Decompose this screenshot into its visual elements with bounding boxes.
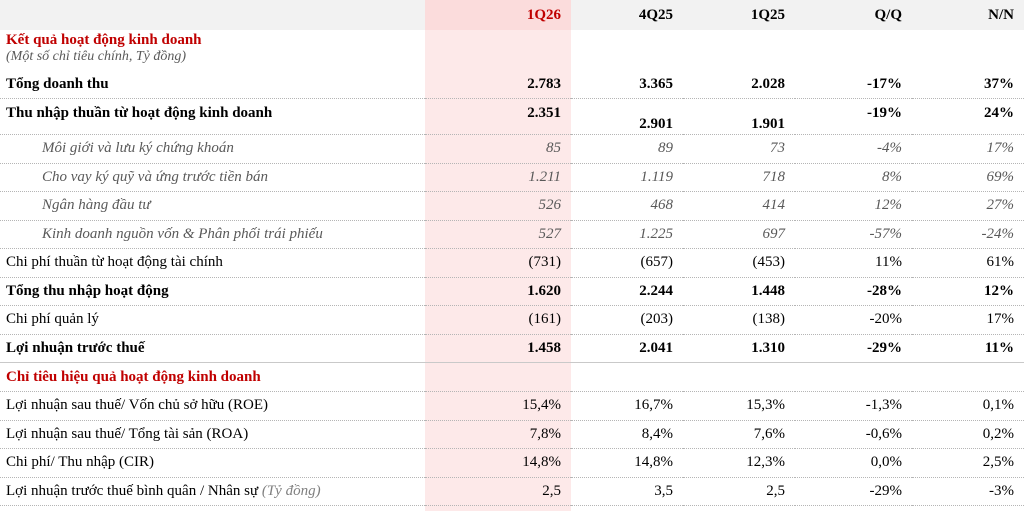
table-row: [0, 420, 1024, 449]
row-label: Tổng thu nhập hoạt động: [0, 277, 425, 306]
row-label: Chi phí quản lý: [0, 306, 425, 335]
header-row: [0, 0, 1024, 30]
cell-1q26: 1.620: [425, 277, 571, 306]
cell-1q25: (453): [683, 249, 795, 278]
table-row: [0, 135, 1024, 164]
cell-nn: 11%: [912, 334, 1024, 363]
cell-qq: -29%: [795, 334, 912, 363]
cell-nn: 0,1%: [912, 392, 1024, 421]
table-row: [0, 477, 1024, 506]
cell-nn: 37%: [912, 70, 1024, 99]
col-header-qq: Q/Q: [874, 6, 902, 23]
cell-1q26: 1.458: [425, 334, 571, 363]
cell-4q25: 3.365: [571, 70, 683, 99]
table-row: [0, 192, 1024, 221]
table-row: [0, 249, 1024, 278]
cell-qq: -20%: [795, 306, 912, 335]
header-blank: [0, 0, 425, 30]
row-label: Lợi nhuận trước thuế: [0, 334, 425, 363]
cell-qq: 11%: [795, 249, 912, 278]
cell-qq: -17%: [795, 70, 912, 99]
cell-nn: 0,2%: [912, 420, 1024, 449]
cell-1q25: 697: [683, 220, 795, 249]
row-label: Lợi nhuận sau thuế/ Vốn chủ sở hữu (ROE): [0, 392, 425, 421]
col-header-1q26: 1Q26: [526, 6, 561, 23]
cell-1q26: 527: [425, 220, 571, 249]
cell-4q25: 89: [571, 135, 683, 164]
row-label: Kinh doanh nguồn vốn & Phân phối trái phiếu: [0, 220, 425, 249]
col-header-nn: N/N: [988, 6, 1014, 23]
cell-1q26: 2.351: [425, 99, 571, 135]
cell-1q25: (138): [683, 306, 795, 335]
cell-1q25: 1.310: [683, 334, 795, 363]
cell-nn: 17%: [912, 135, 1024, 164]
row-label: [0, 477, 425, 506]
cell-qq: -4%: [795, 135, 912, 164]
row-label-text: Lợi nhuận trước thuế bình quân / Nhân sự: [6, 482, 259, 499]
section-header-efficiency: [0, 363, 1024, 392]
cell-1q26: 2,5: [425, 477, 571, 506]
cell-nn: 69%: [912, 163, 1024, 192]
cell-nn: 27%: [912, 192, 1024, 221]
col-header-4q25: 4Q25: [638, 6, 673, 23]
table-row: [0, 163, 1024, 192]
cell-4q25: 16,7%: [571, 392, 683, 421]
cell-4q25: (203): [571, 306, 683, 335]
cell-1q25: 2,5: [683, 477, 795, 506]
cell-nn: 24%: [912, 99, 1024, 135]
row-label: Tổng doanh thu: [0, 70, 425, 99]
cell-qq: -57%: [795, 220, 912, 249]
cell-nn: 12%: [912, 277, 1024, 306]
cell-1q25: 7,6%: [683, 420, 795, 449]
table-row: [0, 392, 1024, 421]
cell-4q25: 2.901: [571, 99, 683, 135]
cell-4q25: 8,4%: [571, 420, 683, 449]
cell-4q25: 2.041: [571, 334, 683, 363]
cell-1q25: 2.028: [683, 70, 795, 99]
cell-4q25: 3,5: [571, 477, 683, 506]
row-label: Chi phí thuần từ hoạt động tài chính: [0, 249, 425, 278]
table-row: [0, 70, 1024, 99]
cell-nn: 17%: [912, 306, 1024, 335]
table-row: [0, 220, 1024, 249]
cell-qq: 8%: [795, 163, 912, 192]
row-label: Chi phí/ Thu nhập (CIR): [0, 449, 425, 478]
cell-1q26: 15,4%: [425, 392, 571, 421]
cell-4q25: 1.119: [571, 163, 683, 192]
cell-1q25: 15,3%: [683, 392, 795, 421]
section-title: Kết quả hoạt động kinh doanh: [6, 32, 202, 48]
col-header-1q25: 1Q25: [750, 6, 785, 23]
cell-1q25: 12,3%: [683, 449, 795, 478]
row-label: Ngân hàng đầu tư: [0, 192, 425, 221]
cell-qq: -19%: [795, 99, 912, 135]
cell-1q26: 1.211: [425, 163, 571, 192]
section-subtitle: (Một số chỉ tiêu chính, Tỷ đồng): [6, 49, 187, 64]
table-row: [0, 277, 1024, 306]
section-header-business-results: [0, 30, 1024, 70]
table-row: [0, 306, 1024, 335]
unit-note: (Tỷ đồng): [261, 482, 321, 499]
cell-1q26: 85: [425, 135, 571, 164]
cell-4q25: 468: [571, 192, 683, 221]
cell-1q25: 1.901: [683, 99, 795, 135]
cell-1q26: 526: [425, 192, 571, 221]
cell-qq: -0,6%: [795, 420, 912, 449]
cell-nn: -24%: [912, 220, 1024, 249]
cell-4q25: 2.244: [571, 277, 683, 306]
cell-nn: 61%: [912, 249, 1024, 278]
table-row: [0, 334, 1024, 363]
cell-1q25: 1.448: [683, 277, 795, 306]
cell-4q25: 1.225: [571, 220, 683, 249]
cell-nn: -3%: [912, 477, 1024, 506]
cell-4q25: 14,8%: [571, 449, 683, 478]
section-title: Chỉ tiêu hiệu quả hoạt động kinh doanh: [6, 368, 261, 385]
table-row: [0, 449, 1024, 478]
cell-1q26: 2.783: [425, 70, 571, 99]
cell-qq: -29%: [795, 477, 912, 506]
cell-4q25: (657): [571, 249, 683, 278]
cell-qq: 12%: [795, 192, 912, 221]
cell-qq: -1,3%: [795, 392, 912, 421]
cell-qq: -28%: [795, 277, 912, 306]
cell-1q26: (731): [425, 249, 571, 278]
row-label: Môi giới và lưu ký chứng khoán: [0, 135, 425, 164]
cell-1q26: 14,8%: [425, 449, 571, 478]
cell-1q26: (161): [425, 306, 571, 335]
cell-qq: 0,0%: [795, 449, 912, 478]
cell-1q25: 718: [683, 163, 795, 192]
cell-1q25: 73: [683, 135, 795, 164]
row-label: Lợi nhuận sau thuế/ Tổng tài sản (ROA): [0, 420, 425, 449]
cell-1q25: 414: [683, 192, 795, 221]
cell-nn: 2,5%: [912, 449, 1024, 478]
cell-1q26: 7,8%: [425, 420, 571, 449]
row-label: Thu nhập thuần từ hoạt động kinh doanh: [0, 99, 425, 135]
row-label: Cho vay ký quỹ và ứng trước tiền bán: [0, 163, 425, 192]
table-row: [0, 99, 1024, 135]
